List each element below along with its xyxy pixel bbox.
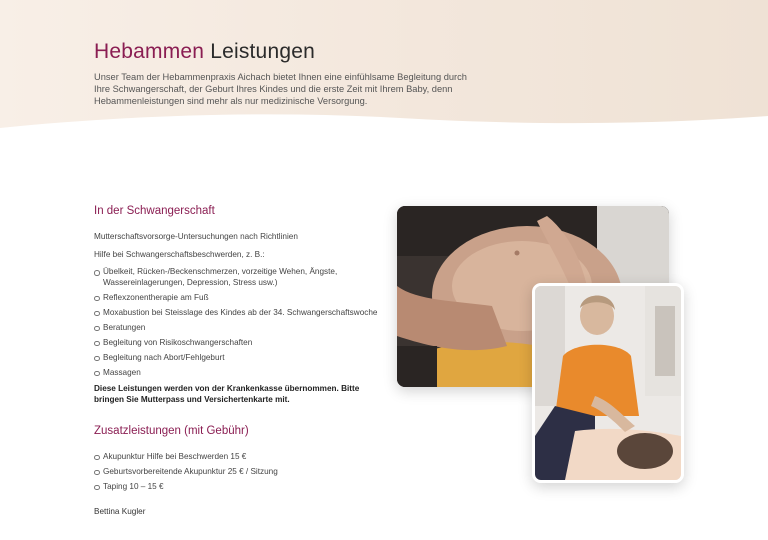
- list-item: Reflexzonentherapie am Fuß: [94, 293, 384, 304]
- page-title: [94, 40, 315, 64]
- list-item: Massagen: [94, 368, 384, 379]
- list-item: Begleitung von Risikoschwangerschaften: [94, 338, 384, 349]
- hero-banner: [0, 0, 768, 140]
- services-content: [94, 205, 384, 516]
- extra-services: [94, 425, 384, 517]
- list-item: Moxabustion bei Steisslage des Kindes ab der 34. Schwangerschaftswoche: [94, 308, 384, 319]
- pregnancy-list: [94, 267, 384, 378]
- extra-list: [94, 452, 384, 493]
- page-title-rest: Leistungen: [210, 40, 315, 63]
- signature: Bettina Kugler: [94, 507, 146, 516]
- insurance-note: Diese Leistungen werden von der Krankenkasse übernommen. Bitte bringen Sie Mutterpass und Versichertenkarte mit.: [94, 383, 360, 404]
- list-item: Begleitung nach Abort/Fehlgeburt: [94, 353, 384, 364]
- list-item: Beratungen: [94, 323, 384, 334]
- pregnancy-line-2: Hilfe bei Schwangerschaftsbeschwerden, z. B.:: [94, 250, 265, 259]
- section-title-extra: Zusatzleistungen (mit Gebühr): [94, 424, 249, 437]
- hero-intro: Unser Team der Hebammenpraxis Aichach bietet Ihnen eine einfühlsame Begleitung durch Ihre Schwangerschaft, der Geburt Ihres Kindes und die erste Zeit mit Ihrem Baby, denn Hebammenleistungen sind mehr als nur medizinische Versorgung.: [94, 72, 467, 106]
- pregnancy-line-1: Mutterschaftsvorsorge-Untersuchungen nach Richtlinien: [94, 232, 298, 241]
- hero-wave: [0, 110, 768, 140]
- section-title-pregnancy: In der Schwangerschaft: [94, 205, 215, 217]
- list-item: Akupunktur Hilfe bei Beschwerden 15 €: [94, 452, 384, 463]
- list-item: Geburtsvorbereitende Akupunktur 25 € / Sitzung: [94, 467, 384, 478]
- list-item: Taping 10 – 15 €: [94, 482, 384, 493]
- massage-photo: [532, 283, 684, 483]
- page-title-accent: Hebammen: [94, 40, 205, 63]
- list-item: Übelkeit, Rücken-/Beckenschmerzen, vorzeitige Wehen, Ängste, Wassereinlagerungen, Depression, Stress usw.): [94, 267, 384, 288]
